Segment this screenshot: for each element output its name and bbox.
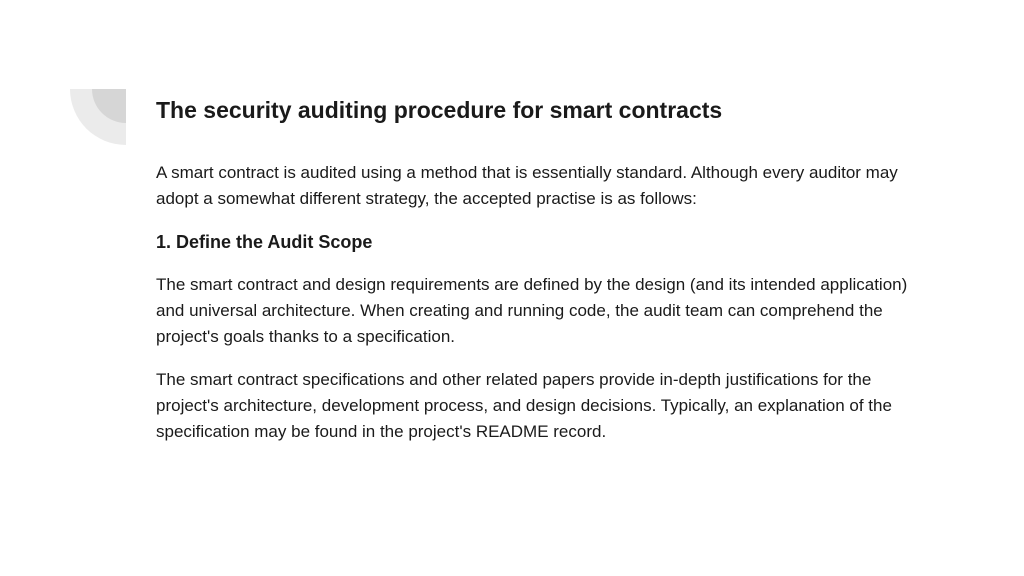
slide-content — [156, 94, 926, 445]
intro-paragraph: A smart contract is audited using a method that is essentially standard. Although every auditor may adopt a somewhat different strategy, the accepted practise is as follows: — [156, 163, 898, 208]
page-title: The security auditing procedure for smart contracts — [156, 97, 723, 123]
body-paragraph-1: The smart contract and design requirements are defined by the design (and its intended application) and universal architecture. When creating and running code, the audit team can comprehend the project's goals thanks to a specification. — [156, 275, 908, 346]
body-paragraph-2: The smart contract specifications and other related papers provide in-depth justifications for the project's architecture, development process, and design decisions. Typically, an explanation of the specification may be found in the project's README record. — [156, 370, 892, 441]
corner-decoration — [70, 89, 126, 145]
section-heading: 1. Define the Audit Scope — [156, 232, 373, 252]
